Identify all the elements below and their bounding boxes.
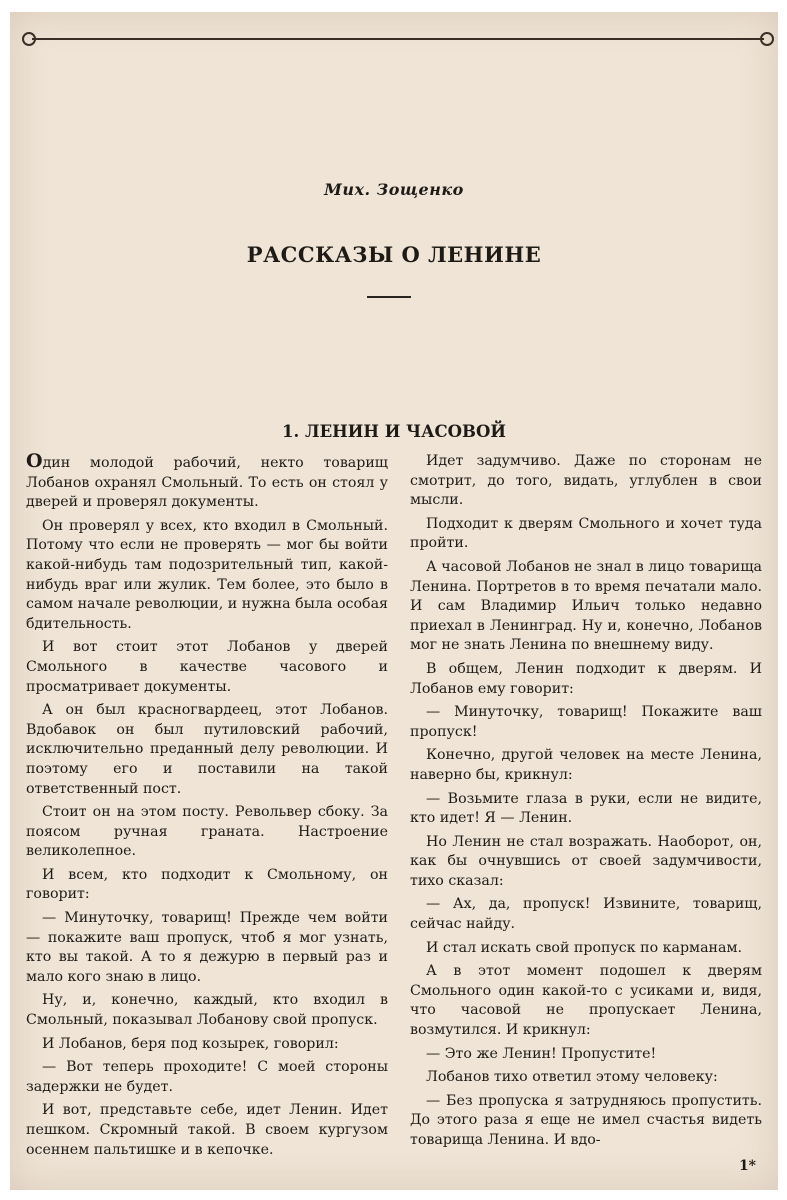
page-title: РАССКАЗЫ О ЛЕНИНЕ	[246, 242, 542, 267]
section-title: 1. ЛЕНИН И ЧАСОВОЙ	[282, 422, 506, 441]
rule-curl-right-icon	[760, 32, 774, 46]
paragraph: — Это же Ленин! Пропустите!	[426, 1045, 657, 1062]
author-name: Мих. Зощенко	[324, 180, 464, 199]
paragraph: — Вот теперь проходите! С моей стороны задержки не будет.	[26, 1059, 388, 1095]
paragraph: А он был красногвардеец, этот Лобанов. Вдобавок он был путиловский рабочий, исключительно преданный делу революции. И поэтому его и поставили на такой ответственный пост.	[26, 702, 388, 797]
paragraph: А часовой Лобанов не знал в лицо товарища Ленина. Портретов в то время печатали мало. И сам Владимир Ильич только недавно приехал в Ленинград. Ну и, конечно, Лобанов мог не знать Ленина по внешнему виду.	[410, 558, 762, 654]
title-divider	[367, 296, 411, 298]
paragraph: Идет задумчиво. Даже по сторонам не смотрит, до того, видать, углублен в свои мысли.	[410, 453, 762, 509]
paragraph: И Лобанов, беря под козырек, говорил:	[42, 1035, 339, 1052]
paragraph: В общем, Ленин подходит к дверям. И Лобанов ему говорит:	[410, 660, 762, 697]
paragraph: Стоит он на этом посту. Револьвер сбоку. За поясом ручная граната. Настроение великолепное.	[26, 804, 388, 860]
paragraph: Подходит к дверям Смольного и хочет туда пройти.	[410, 515, 762, 552]
paragraph: Ну, и, конечно, каждый, кто входил в Смольный, показывал Лобанову свой пропуск.	[26, 992, 388, 1029]
drop-cap: О	[26, 450, 43, 472]
paragraph: И всем, кто подходит к Смольному, он говорит:	[26, 866, 388, 903]
left-text-column	[26, 452, 388, 1160]
decorative-top-rule	[32, 38, 764, 40]
paragraph: — Минуточку, товарищ! Прежде чем войти — покажите ваш пропуск, чтоб я мог узнать, кто вы такой. А то я дежурю в первый раз и мало кого знаю в лицо.	[26, 910, 388, 985]
paragraph: И вот, представьте себе, идет Ленин. Идет пешком. Скромный такой. В своем кургузом осеннем пальтишке и в кепочке.	[26, 1102, 388, 1158]
paragraph: — Ах, да, пропуск! Извините, товарищ, сейчас найду.	[410, 896, 762, 933]
paragraph: И вот стоит этот Лобанов у дверей Смольного в качестве часового и просматривает документы.	[26, 639, 388, 695]
paragraph: — Без пропуска я затрудняюсь пропустить. До этого раза я еще не имел счастья видеть товарища Ленина. И вдо-	[410, 1092, 762, 1148]
rule-curl-left-icon	[22, 32, 36, 46]
page-number: 1*	[738, 1158, 756, 1174]
paragraph: Один молодой рабочий, некто товарищ Лобанов охранял Смольный. То есть он стоял у дверей и проверял документы.	[26, 450, 388, 511]
paragraph: Лобанов тихо ответил этому человеку:	[426, 1069, 718, 1086]
paragraph: — Возьмите глаза в руки, если не видите, кто идет! Я — Ленин.	[410, 790, 762, 827]
paragraph: А в этот момент подошел к дверям Смольного один какой-то с усиками и, видя, что часовой не пропускает Ленина, возмутился. И крикнул:	[410, 963, 762, 1039]
paragraph: — Минуточку, товарищ! Покажите ваш пропуск!	[410, 704, 762, 740]
right-text-column	[410, 452, 762, 1151]
paragraph: Конечно, другой человек на месте Ленина, наверно бы, крикнул:	[410, 747, 762, 783]
paragraph: Но Ленин не стал возражать. Наоборот, он, как бы очнувшись от своей задумчивости, тихо сказал:	[410, 833, 762, 889]
paragraph: И стал искать свой пропуск по карманам.	[426, 939, 742, 956]
book-page	[10, 12, 778, 1190]
paragraph: Он проверял у всех, кто входил в Смольный. Потому что если не проверять — мог бы войти какой-нибудь там подозрительный тип, какой-нибудь враг или жулик. Тем более, это было в самом начале революции, и нужна была особая бдительность.	[26, 517, 388, 632]
